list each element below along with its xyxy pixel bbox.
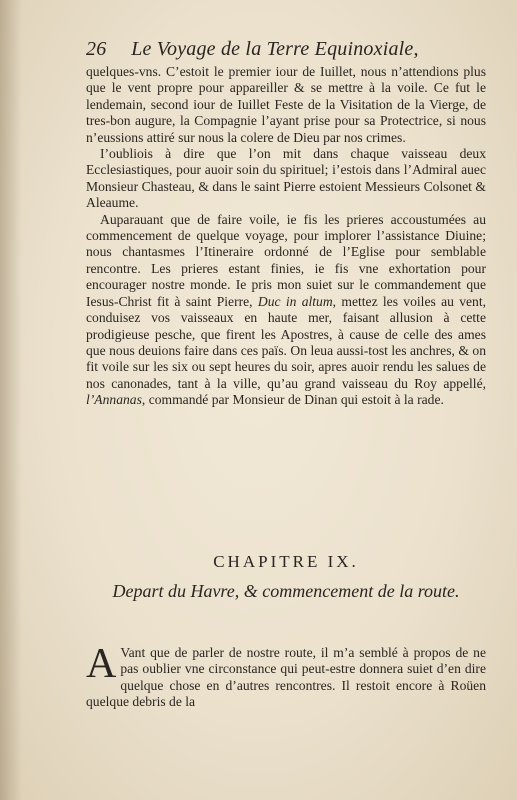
latin-phrase: Duc in altum — [257, 293, 333, 309]
chapter-heading: CHAPITRE IX. — [213, 552, 359, 571]
paragraph-3 — [86, 212, 486, 409]
paragraph-3-part-b: , mettez les voiles au vent, conduisez vos vaisseaux en haute mer, faisant allusion à cette prodigieuse pesche, que firent les Apostres, à cause de celle des ames que nous deuions faire dans ces païs. On leua aussi-tost les anchres, & on fit voile sur les six ou sept heures du soir, apres auoir rendu les salues de nos canonades, tant à la ville, qu’au grand vaisseau du Roy appellé, — [86, 293, 487, 391]
page-header — [86, 38, 486, 64]
chapter-opening-body: Vant que de parler de nostre route, il m’a semblé à propos de ne pas oublier vne circonstance qui peut-estre donnera suiet d’en dire quelque chose en d’autres rencontres. Il restoit encore à Roüen quelque debris de la — [86, 645, 486, 710]
page-gutter-shadow — [0, 0, 22, 800]
body-text — [86, 64, 486, 409]
paragraph-2: I’oubliois à dire que l’on mit dans chaque vaisseau deux Ecclesiastiques, pour auoir soin du spirituel; i’estois dans l’Admiral auec Monsieur Chasteau, & dans le saint Pierre estoient Messieurs Colsonet & Aleaume. — [86, 146, 486, 211]
paragraph-3-part-a: Auparauant que de faire voile, ie fis les prieres accoustumées au commencement de quelque voyage, pour implorer l’assistance Diuine; nous chantasmes l’Itineraire ordonné de l’Eglise pour semblable rencontre. Les prieres estant finies, ie fis vne exhortation pour encourager nostre monde. Ie pris mon suiet sur le commandement que Iesus-Christ fit à saint Pierre, — [86, 211, 486, 309]
paragraph-3-part-c: , commandé par Monsieur de Dinan qui estoit à la rade. — [141, 392, 444, 408]
running-title: Le Voyage de la Terre Equinoxiale, — [131, 38, 419, 60]
ship-name: l’Annanas — [86, 392, 142, 408]
chapter-opening-text — [86, 641, 486, 711]
paragraph-1: quelques-vns. C’estoit le premier iour de Iuillet, nous n’attendions plus que le vent propre pour appareiller & se mettre à la voile. Ce fut le lendemain, second iour de Iuillet Feste de la Visitation de la Vierge, de tres-bon augure, la Compagnie l’ayant prise pour sa Protectrice, si nous n’eussions attiré sur nous la colere de Dieu par nos crimes. — [86, 64, 486, 145]
drop-cap: A — [86, 641, 117, 687]
chapter-subtitle: Depart du Havre, & commencement de la route. — [112, 581, 460, 601]
page-number: 26 — [86, 38, 107, 60]
